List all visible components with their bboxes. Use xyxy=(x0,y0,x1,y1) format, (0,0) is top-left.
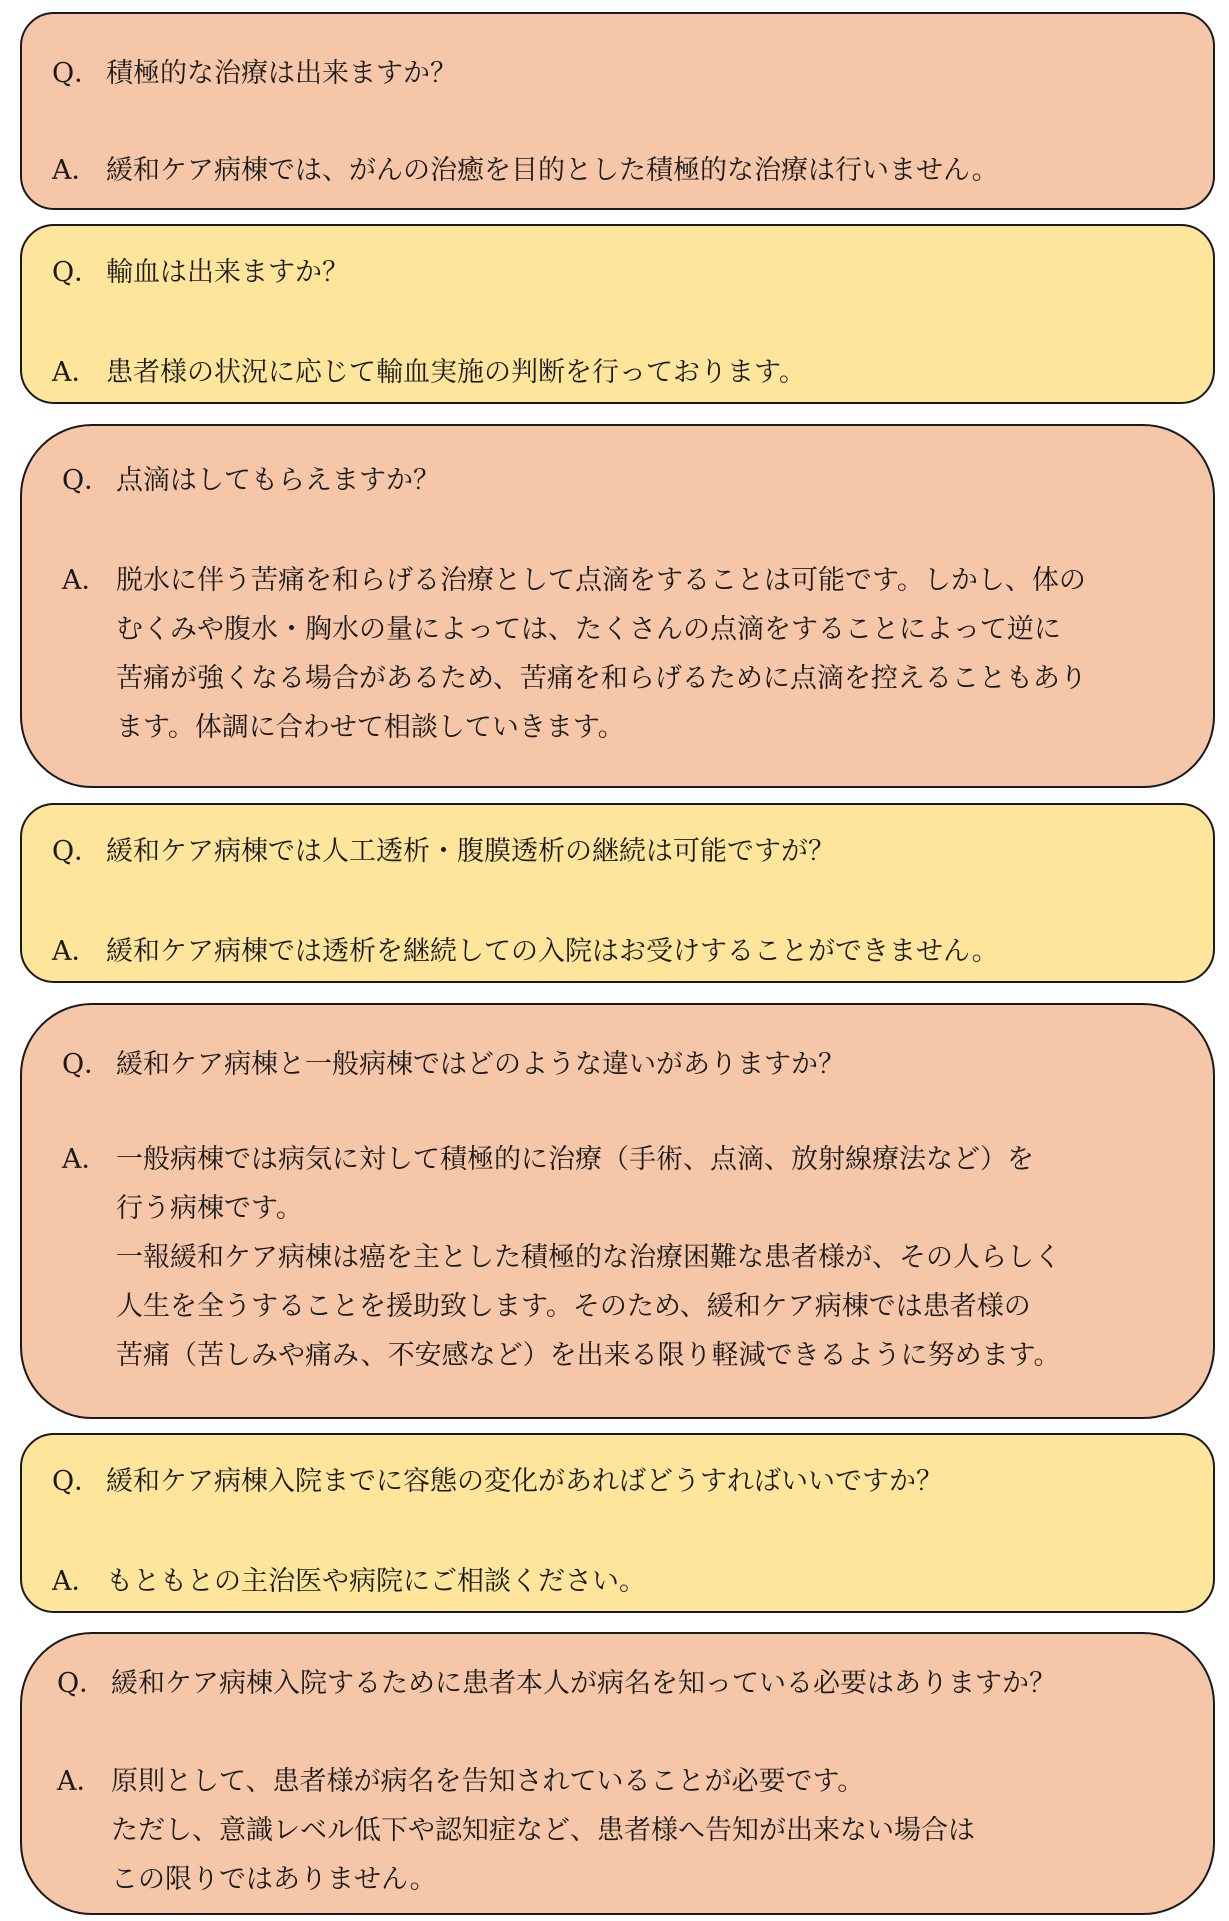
answer-prefix: A． xyxy=(62,565,109,596)
question-4 xyxy=(52,827,835,876)
answer-line: 一報緩和ケア病棟は癌を主とした積極的な治療困難な患者様が、その人らしく xyxy=(116,1242,1061,1273)
answer-text: 緩和ケア病棟では、がんの治癒を目的とした積極的な治療は行いません。 xyxy=(106,155,999,186)
question-2 xyxy=(52,248,349,297)
question-prefix: Q． xyxy=(62,465,112,496)
question-1 xyxy=(52,49,457,98)
faq-item-1 xyxy=(20,12,1215,210)
question-prefix: Q． xyxy=(62,1049,112,1080)
question-prefix: Q． xyxy=(57,1668,107,1699)
answer-line: 苦痛（苦しみや痛み、不安感など）を出来る限り軽減できるように努めます。 xyxy=(116,1340,1061,1371)
answer-prefix: A． xyxy=(62,1144,109,1175)
answer-prefix: A． xyxy=(52,1566,99,1597)
answer-line: この限りではありません。 xyxy=(111,1864,437,1895)
question-text: 緩和ケア病棟入院までに容態の変化があればどうすればいいですか？ xyxy=(106,1466,943,1497)
answer-1 xyxy=(52,146,999,195)
question-prefix: Q． xyxy=(52,1466,102,1497)
answer-5 xyxy=(62,1135,1061,1380)
answer-6 xyxy=(52,1557,646,1606)
answer-prefix: A． xyxy=(52,357,99,388)
answer-line: ます。体調に合わせて相談していきます。 xyxy=(116,712,625,743)
question-prefix: Q． xyxy=(52,836,102,867)
answer-line: ただし、意識レベル低下や認知症など、患者様へ告知が出来ない場合は xyxy=(111,1815,975,1846)
question-text: 緩和ケア病棟入院するために患者本人が病名を知っている必要はありますか？ xyxy=(111,1668,1056,1699)
question-7 xyxy=(57,1659,1056,1708)
faq-item-7 xyxy=(20,1632,1215,1915)
question-prefix: Q． xyxy=(52,257,102,288)
question-5 xyxy=(62,1040,845,1089)
faq-item-5 xyxy=(20,1003,1215,1419)
answer-text: 緩和ケア病棟では透析を継続しての入院はお受けすることができません。 xyxy=(106,936,999,967)
question-text: 緩和ケア病棟と一般病棟ではどのような違いがありますか？ xyxy=(116,1049,845,1080)
faq-item-6 xyxy=(20,1433,1215,1613)
answer-2 xyxy=(52,348,806,397)
answer-line: 行う病棟です。 xyxy=(116,1193,303,1224)
answer-prefix: A． xyxy=(52,936,99,967)
question-text: 緩和ケア病棟では人工透析・腹膜透析の継続は可能ですが？ xyxy=(106,836,835,867)
answer-line: 原則として、患者様が病名を告知されていることが必要です。 xyxy=(111,1766,865,1797)
answer-line: むくみや腹水・胸水の量によっては、たくさんの点滴をすることによって逆に xyxy=(116,614,1061,645)
answer-prefix: A． xyxy=(52,155,99,186)
faq-item-3 xyxy=(20,424,1215,788)
answer-3 xyxy=(62,556,1087,752)
answer-line: 一般病棟では病気に対して積極的に治療（手術、点滴、放射線療法など）を xyxy=(116,1144,1034,1175)
answer-line: 人生を全うすることを援助致します。そのため、緩和ケア病棟では患者様の xyxy=(116,1291,1031,1322)
question-text: 積極的な治療は出来ますか？ xyxy=(106,58,457,89)
question-6 xyxy=(52,1457,943,1506)
question-text: 点滴はしてもらえますか？ xyxy=(116,465,440,496)
answer-text: もともとの主治医や病院にご相談ください。 xyxy=(106,1566,646,1597)
question-3 xyxy=(62,456,440,505)
answer-text: 患者様の状況に応じて輸血実施の判断を行っております。 xyxy=(106,357,806,388)
faq-item-4 xyxy=(20,803,1215,983)
answer-prefix: A． xyxy=(57,1766,104,1797)
question-prefix: Q． xyxy=(52,58,102,89)
answer-4 xyxy=(52,927,999,976)
faq-item-2 xyxy=(20,224,1215,404)
answer-line: 脱水に伴う苦痛を和らげる治療として点滴をすることは可能です。しかし、体の xyxy=(116,565,1086,596)
answer-line: 苦痛が強くなる場合があるため、苦痛を和らげるために点滴を控えることもあり xyxy=(116,663,1087,694)
answer-7 xyxy=(57,1757,975,1904)
question-text: 輸血は出来ますか？ xyxy=(106,257,349,288)
